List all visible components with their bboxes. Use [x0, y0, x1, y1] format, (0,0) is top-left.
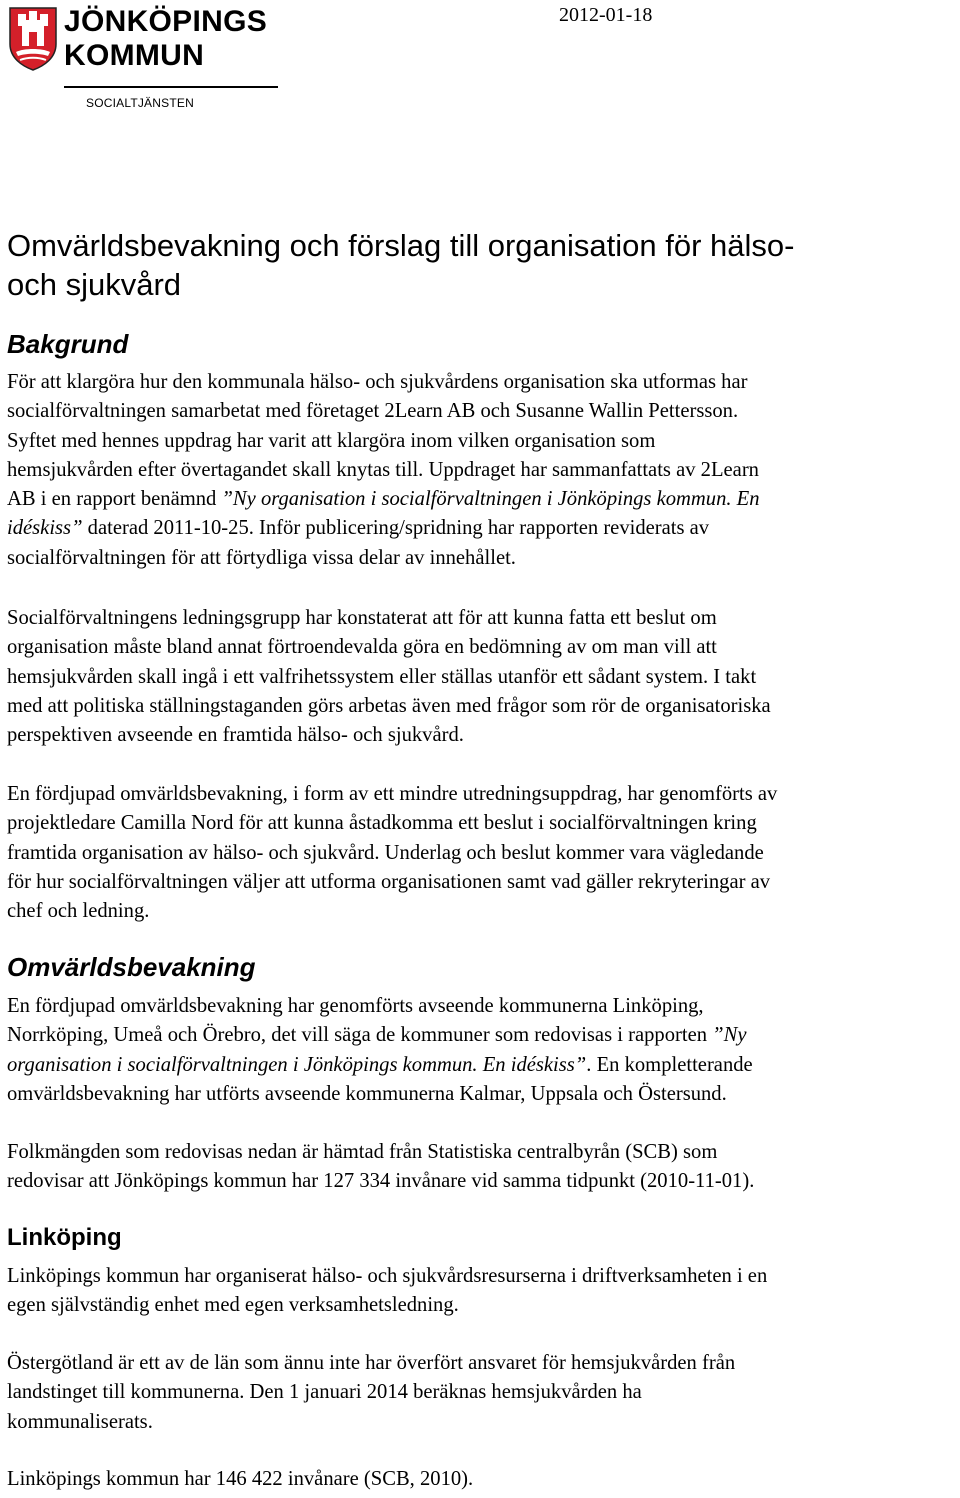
text-line: redovisar att Jönköpings kommun har 127 334 invånare vid samma tidpunkt (2010-11-01).: [7, 1170, 755, 1193]
paragraph-bakgrund-3: [7, 780, 777, 926]
document-date: 2012-01-18: [559, 4, 653, 26]
text-line: Folkmängden som redovisas nedan är hämtad från Statistiska centralbyrån (SCB) som: [7, 1141, 718, 1163]
text-line: Linköpings kommun har organiserat hälso- och sjukvårdsresurserna i driftverksamheten i en: [7, 1265, 768, 1287]
text-line: socialförvaltningen för att förtydliga vissa delar av innehållet.: [7, 546, 516, 569]
logo-wordmark-line2: KOMMUN: [64, 39, 205, 72]
text-line: landstinget till kommunerna. Den 1 januari 2014 beräknas hemsjukvården ha: [7, 1381, 642, 1404]
report-title-italic: ”Ny organisation i socialförvaltningen i Jönköpings kommun. En: [221, 488, 760, 511]
text-line: hemsjukvården efter övertagandet skall knytas till. Uppdraget har sammanfattats av 2Learn: [7, 458, 759, 481]
text-line: framtida organisation av hälso- och sjukvård. Underlag och beslut kommer vara vägledande: [7, 841, 764, 864]
text-line: hemsjukvården skall ingå i ett valfrihetssystem eller ställas utanför ett sådant system. I takt: [7, 665, 757, 688]
paragraph-bakgrund-1: [7, 368, 760, 573]
heading-bakgrund: Bakgrund: [7, 329, 129, 359]
text-line: socialförvaltningen samarbetat med företaget 2Learn AB och Susanne Wallin Pettersson.: [7, 400, 739, 423]
paragraph-linkoping-3: [7, 1465, 473, 1494]
coat-of-arms-icon: [8, 6, 58, 72]
text-line: För att klargöra hur den kommunala hälso- och sjukvårdens organisation ska utformas har: [7, 371, 748, 393]
text-line: [7, 485, 760, 514]
text-line: [7, 1021, 753, 1050]
text-line: för hur socialförvaltningen väljer att utforma organisationen samt vad gäller rekryteringar av: [7, 870, 771, 893]
paragraph-bakgrund-2: [7, 604, 771, 750]
paragraph-linkoping-2: [7, 1349, 735, 1437]
report-title-italic: ”Ny: [712, 1024, 747, 1047]
heading-omvarldsbevakning: Omvärldsbevakning: [7, 952, 256, 982]
text-line: [7, 514, 760, 543]
text-line: chef och ledning.: [7, 900, 150, 923]
text-line: kommunaliserats.: [7, 1410, 153, 1433]
title-line-2: och sjukvård: [7, 267, 182, 302]
paragraph-omvarld-2: [7, 1138, 754, 1197]
text-line: En fördjupad omvärldsbevakning har genomförts avseende kommunerna Linköping,: [7, 995, 704, 1017]
text-line: perspektiven avseende en framtida hälso- och sjukvård.: [7, 724, 464, 747]
report-title-italic: organisation i socialförvaltningen i Jönköpings kommun. En idéskiss”: [7, 1053, 587, 1076]
heading-linkoping: Linköping: [7, 1224, 122, 1251]
text-line: omvärldsbevakning har utförts avseende kommunerna Kalmar, Uppsala och Östersund.: [7, 1082, 727, 1105]
text-line: En fördjupad omvärldsbevakning, i form av ett mindre utredningsuppdrag, har genomförts av: [7, 783, 778, 805]
kommun-logo: [8, 2, 270, 110]
text-line: Linköpings kommun har 146 422 invånare (SCB, 2010).: [7, 1468, 474, 1490]
page-title: [7, 226, 952, 304]
logo-divider: [64, 86, 278, 88]
paragraph-linkoping-1: [7, 1262, 767, 1321]
text-fragment: . En kompletterande: [586, 1053, 753, 1076]
text-fragment: daterad 2011-10-25. Inför publicering/spridning har rapporten reviderats av: [82, 517, 710, 540]
text-line: [7, 1051, 753, 1080]
title-line-1: Omvärldsbevakning och förslag till organisation för hälso-: [7, 228, 795, 263]
text-line: Östergötland är ett av de län som ännu inte har överfört ansvaret för hemsjukvården från: [7, 1352, 736, 1374]
text-fragment: Norrköping, Umeå och Örebro, det vill säga de kommuner som redovisas i rapporten: [7, 1024, 713, 1047]
text-line: organisation måste bland annat förtroendevalda göra en bedömning av om man vill att: [7, 636, 717, 659]
paragraph-omvarld-1: [7, 992, 753, 1109]
department-name: SOCIALTJÄNSTEN: [86, 96, 194, 110]
text-fragment: AB i en rapport benämnd: [7, 488, 222, 511]
logo-wordmark-line1: JÖNKÖPINGS: [64, 5, 268, 38]
text-line: Socialförvaltningens ledningsgrupp har konstaterat att för att kunna fatta ett beslut om: [7, 607, 717, 629]
text-line: Syftet med hennes uppdrag har varit att klargöra inom vilken organisation som: [7, 429, 656, 452]
text-line: egen självständig enhet med egen verksamhetsledning.: [7, 1294, 459, 1317]
report-title-italic: idéskiss”: [7, 517, 83, 540]
text-line: med att politiska ställningstaganden görs arbetas även med frågor som rör de organisatoriska: [7, 694, 771, 717]
text-line: projektledare Camilla Nord för att kunna åstadkomma ett beslut i socialförvaltningen kring: [7, 812, 757, 835]
